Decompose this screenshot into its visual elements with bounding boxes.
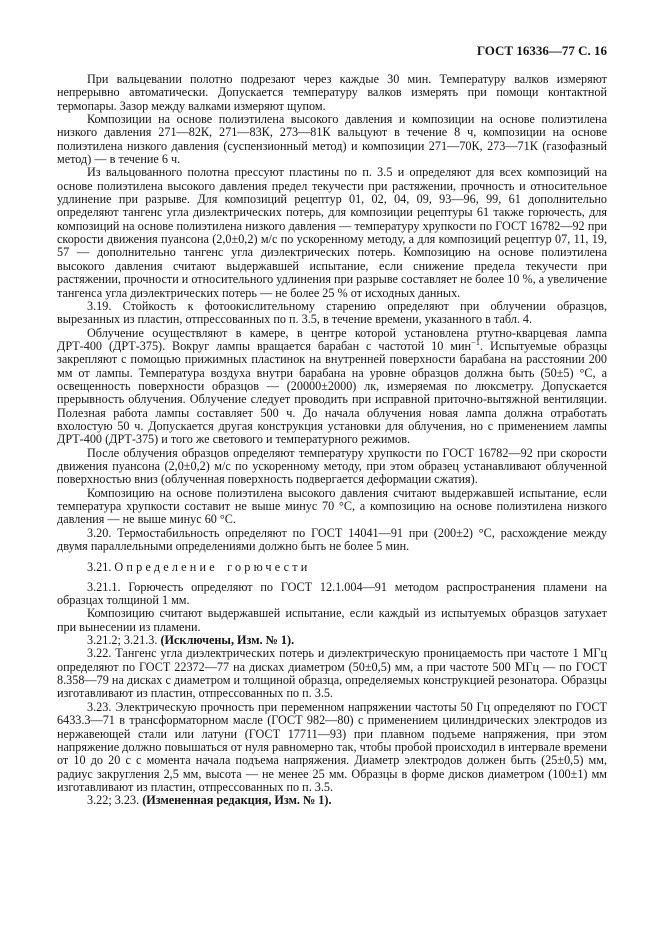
document-body (57, 73, 607, 808)
paragraph-compositions-rolling-time: Композиции на основе полиэтилена высокого давления и композиции на основе полиэтилена низкого давления 271—82К, 271—83К, 273—81К вальцуют в течение 8 ч, композиции на основе полиэтилена низкого давления (суспензионный метод) и композиции 271—70К, 273—71К (газофазный метод) — в течение 6 ч. (57, 112, 607, 167)
paragraph-3-22-3-23-revised-note (57, 794, 607, 807)
paragraph-text: . Испытуемые образцы закрепляют с помощью прижимных пластинок на внутренней поверхности барабана на расстоянии 200 мм от лампы. Температура воздуха внутри барабана на уровне образцов должна быть (50±5) °С, а освещенность поверхности образцов — (20000±2000) лк, измеряемая по люксметру. Допускается прерывность облучения. Облучение следует проводить при исправной приточно-вытяжной вентиляции. Полезная работа лампы составляет 500 ч. До начала облучения новая лампа должна отработать вхолостую 50 ч. Допускается другая конструкция установки для облучения, но с применением лампы ДРТ-400 (ДРТ-375) и того же светового и температурного режимов. (57, 338, 608, 447)
paragraph-3-20-thermal-stability: 3.20. Термостабильность определяют по ГОСТ 14041—91 при (200±2) °С, расхождение между двумя параллельными определениями должно быть не более 5 мин. (57, 525, 607, 554)
paragraph-after-irradiation-brittleness: После облучения образцов определяют температуру хрупкости по ГОСТ 16782—92 при скорости движения пуансона (2,0±0,2) м/с по ускоренному методу, при этом образец устанавливают облученной поверхностью вниз (облученная поверхность подвергается деформации сжатия). (57, 445, 607, 487)
paragraph-pressed-plates-tests: Из вальцованного полотна прессуют пластины по п. 3.5 и определяют для всех композиций на основе полиэтилена высокого давления предел текучести при растяжении, прочность и относительное удлинение при разрыве. Для композиций рецептур 01, 02, 04, 09, 93—96, 99, 61 дополнительно определяют тангенс угла диэлектрических потерь, для композиции рецептуры 61 также горючесть, для композиций на основе полиэтилена низкого давления — температуру хрупкости по ГОСТ 16782—92 при скорости движения пуансона (2,0±0,2) м/с по ускоренному методу, а для композиций рецептур 07, 11, 19, 57 — дополнительно тангенс угла диэлектрических потерь. Композицию на основе полиэтилена высокого давления считают выдержавшей испытание, если снижение предела текучести при растяжении, прочности и относительного удлинения при разрыве составляет не более 10 %, а увеличение тангенса угла диэлектрических потерь — не более 25 % от исходных данных. (57, 165, 607, 300)
clause-numbers: 3.21.2; 3.21.3. (87, 633, 161, 648)
paragraph-3-19-photooxidative-aging: 3.19. Стойкость к фотоокислительному старению определяют при облучении образцов, вырезанных из пластин, отпрессованных по п. 3.5, в течение времени, указанного в табл. 4. (57, 298, 607, 327)
paragraph-3-22-dielectric-loss: 3.22. Тангенс угла диэлектрических потерь и диэлектрическую проницаемость при частоте 1 МГц определяют по ГОСТ 22372—77 на дисках диаметром (50±0,5) мм, а при частоте 500 МГц — по ГОСТ 8.358—79 на дисках с диаметром и толщиной образца, определяемых конструкцией резонатора. Образцы изготавливают из пластин, отпрессованных по п. 3.5. (57, 646, 607, 701)
section-heading-3-21-flammability (57, 561, 607, 574)
doc-number-page-label: ГОСТ 16336—77 С. 16 (476, 43, 607, 58)
paragraph-3-23-electric-strength: 3.23. Электрическую прочность при переменном напряжении частоты 50 Гц определяют по ГОСТ 6433.3—71 в трансформаторном масле (ГОСТ 982—80) с применением цилиндрических электродов из нержавеющей стали или латуни (ГОСТ 17711—93) при плавном подъеме напряжения, при этом напряжение должно повышаться от нуля равномерно так, чтобы пробой происходил в интервале времени от 10 до 20 с с момента начала подъема напряжения. Диаметр электродов должен быть (25±0,5) мм, радиус закругления 2,5 мм, высота — не менее 25 мм. Образцы в форме дисков диаметром (100±1) мм изготавливают из пластин, отпрессованных по п. 3.5. (57, 699, 607, 794)
paragraph-rolling: При вальцевании полотно подрезают через каждые 30 мин. Температуру валков измеряют непрерывно автоматически. Допускается температуру валков измерять при помощи контактной термопары. Зазор между валками измеряют щупом. (57, 72, 607, 113)
paragraph-brittleness-pass-criteria: Композицию на основе полиэтилена высокого давления считают выдержавшей испытание, если температура хрупкости составит не выше минус 70 °С, а композицию на основе полиэтилена низкого давления — не выше минус 60 °С. (57, 485, 607, 527)
section-number: 3.21. (87, 560, 112, 575)
section-title: Определение горючести (114, 560, 311, 575)
revised-amendment-note: (Измененная редакция, Изм. № 1). (142, 793, 332, 808)
paragraph-3-21-2-excluded-note (57, 634, 607, 647)
superscript-minus-one: −1 (471, 336, 481, 347)
clause-numbers: 3.22; 3.23. (87, 793, 143, 808)
paragraph-text: Облучение осуществляют в камере, в центре которой установлена ртутно-кварцевая лампа ДРТ-400 (ДРТ-375). Вокруг лампы вращается барабан с частотой 10 мин (57, 325, 607, 353)
paragraph-flammability-pass-criteria: Композицию считают выдержавшей испытание, если каждый из испытуемых образцов затухает при вынесении из пламени. (57, 606, 607, 634)
paragraph-irradiation-chamber (57, 327, 607, 447)
paragraph-3-21-1-flammability-method: 3.21.1. Горючесть определяют по ГОСТ 12.1.004—91 методом распространения пламени на образцах толщиной 1 мм. (57, 579, 607, 608)
page-header (57, 44, 607, 58)
excluded-amendment-note: (Исключены, Изм. № 1). (160, 633, 295, 648)
